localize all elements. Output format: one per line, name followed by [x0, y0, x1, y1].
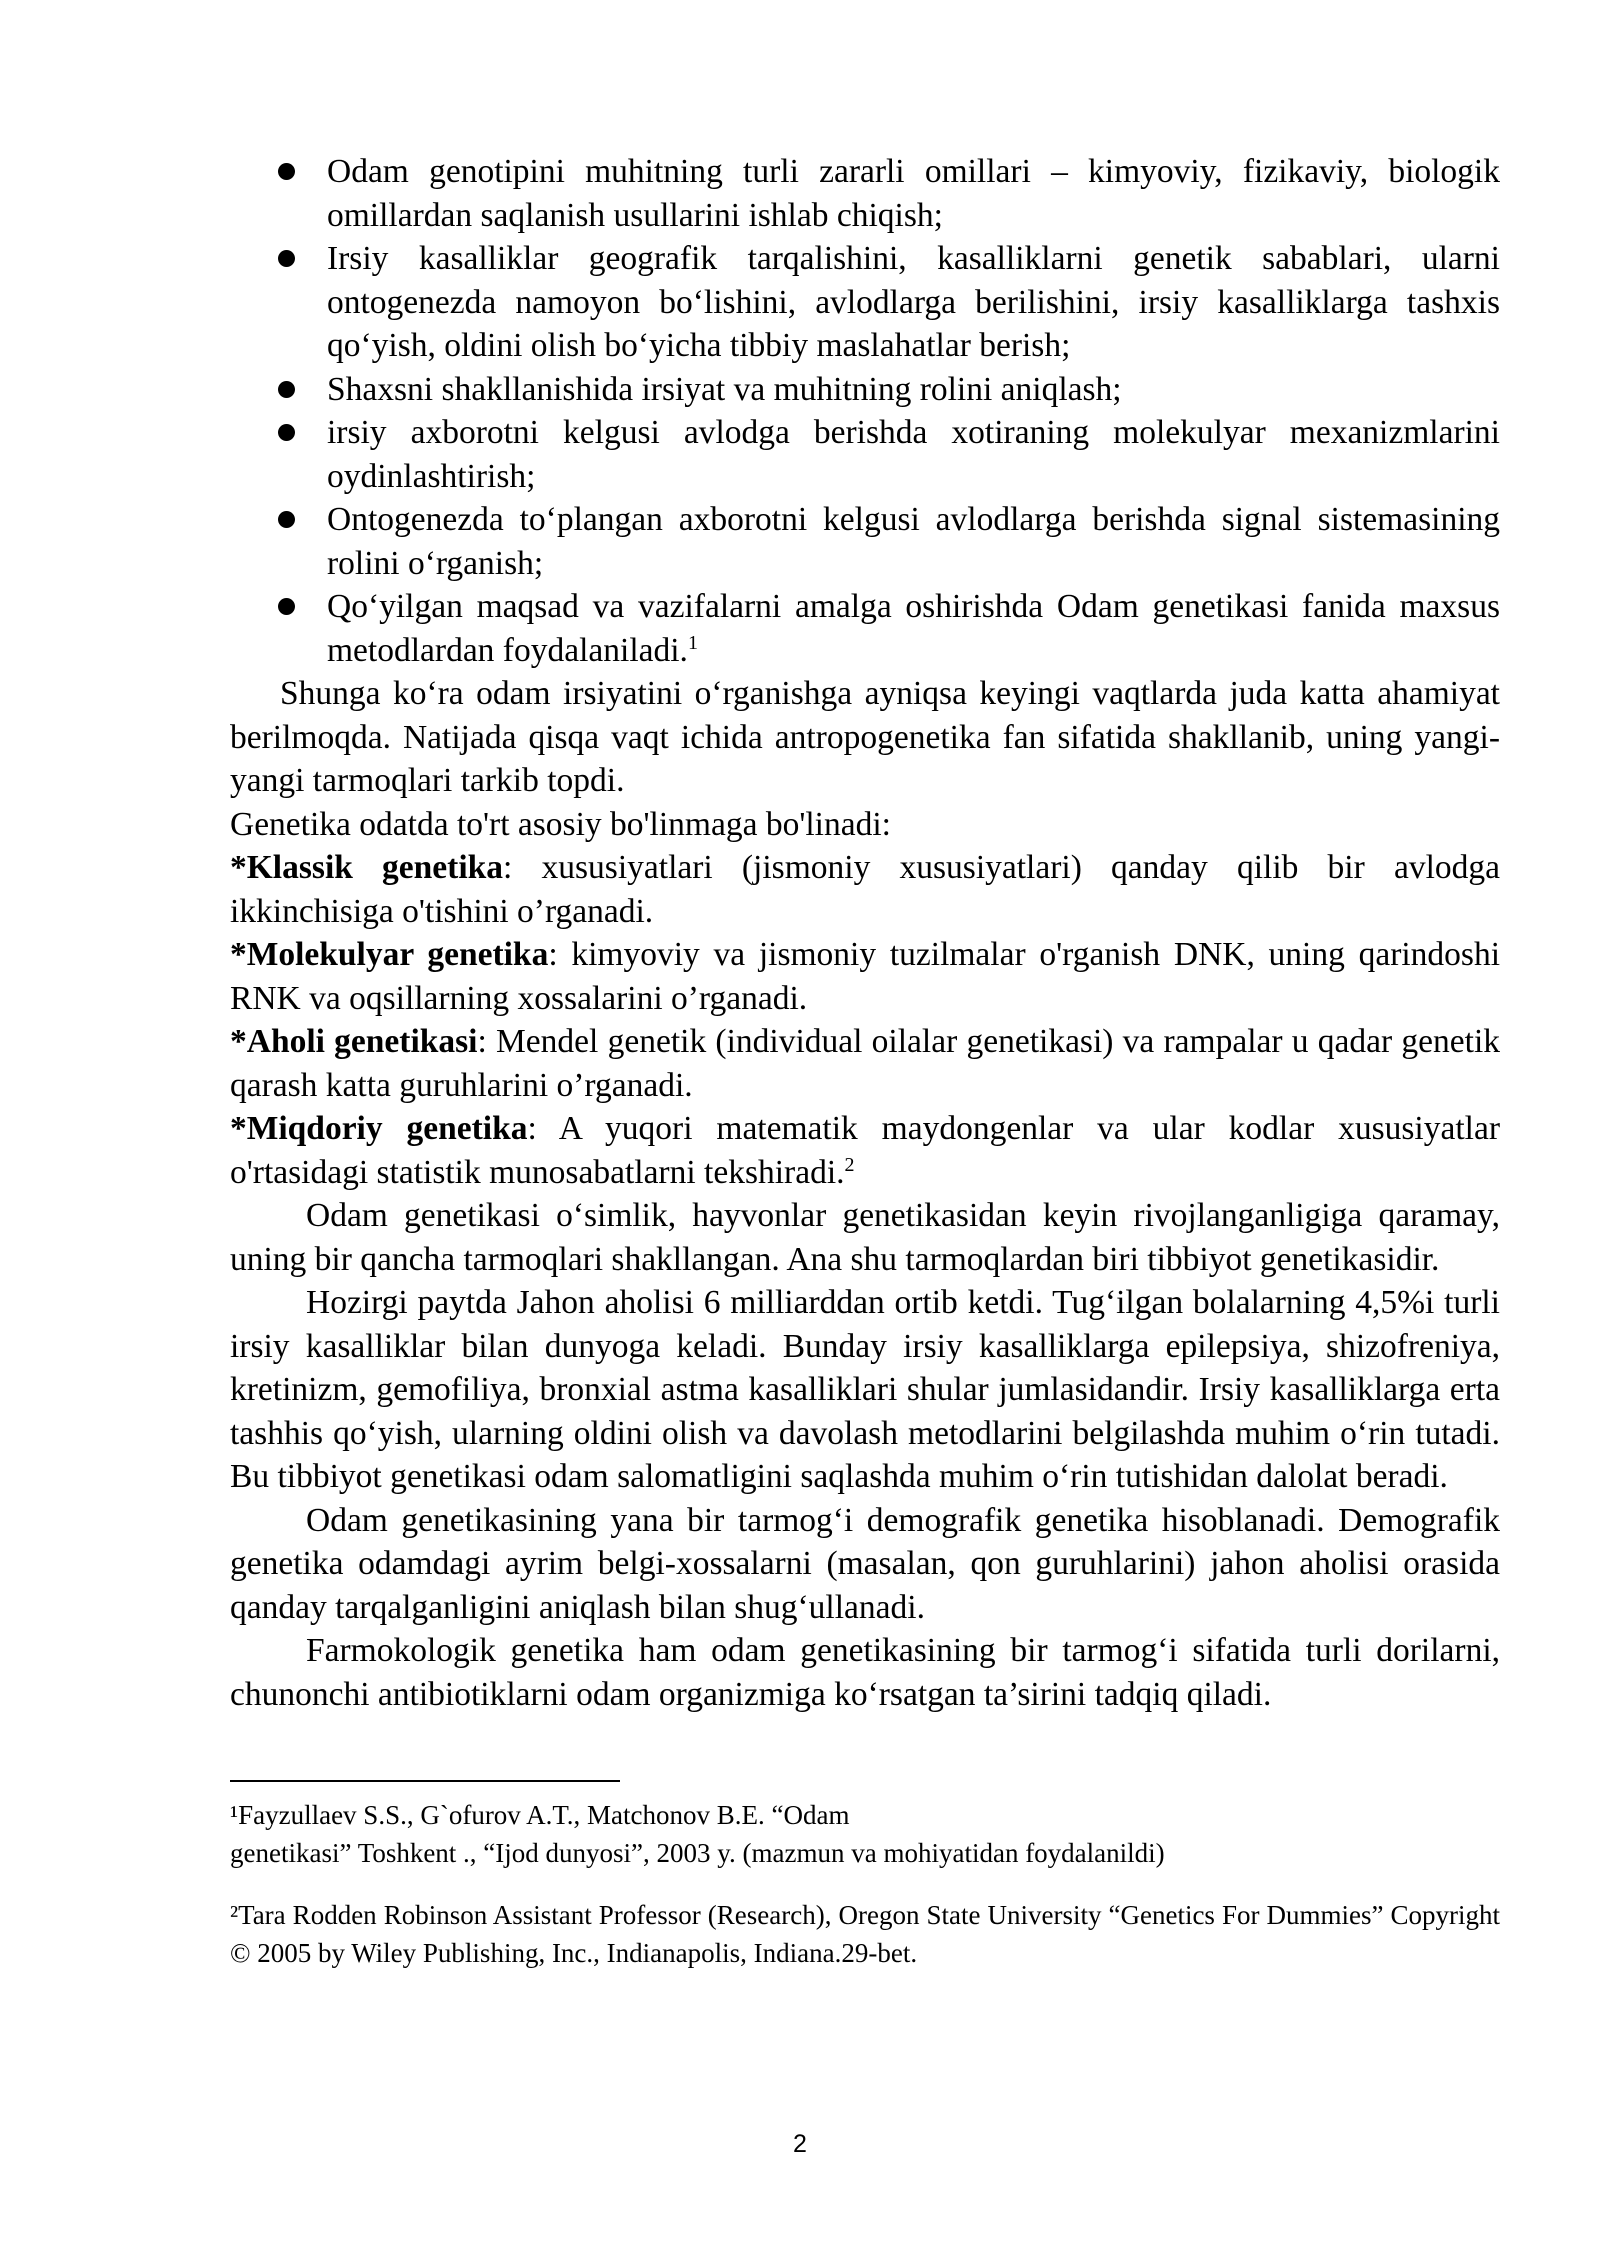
body-paragraph: Odam genetikasining yana bir tarmog‘i demografik genetika hisoblanadi. Demografik genetika odamdagi ayrim belgi-xossalarni (masalan, qon guruhlarini) jahon aholisi orasida qanday tarqalganligini aniqlash bilan shug‘ullanadi. [230, 1501, 1500, 1626]
task-bullet-list [230, 150, 1500, 672]
footnote-1-line-1: ¹Fayzullaev S.S., G`ofurov A.T., Matchonov B.E. “Odam [230, 1800, 850, 1830]
branch-term: *Aholi genetikasi [230, 1023, 478, 1060]
footnote-ref-2[interactable]: 2 [844, 1153, 855, 1176]
document-page [230, 150, 1500, 1972]
footnote-2: ²Tara Rodden Robinson Assistant Professor (Research), Oregon State University “Genetics For Dummies” Copyright © 2005 by Wiley Publishing, Inc., Indianapolis, Indiana.29-bet. [230, 1900, 1500, 1968]
footnote-1-line-2: genetikasi” Toshkent ., “Ijod dunyosi”, 2003 y. (mazmun va mohiyatidan foydalanildi) [230, 1838, 1165, 1868]
page-number: 2 [793, 2130, 807, 2158]
division-paragraph: Genetika odatda to'rt asosiy bo'linmaga bo'linadi: [230, 805, 891, 843]
bullet-item: irsiy axborotni kelgusi avlodga berishda xotiraning molekulyar mexanizmlarini oydinlashtirish; [230, 411, 1500, 498]
footnote-ref-1[interactable]: 1 [687, 631, 698, 654]
branch-term: *Molekulyar genetika [230, 936, 549, 973]
bullet-dot-icon [278, 250, 295, 267]
bullet-item: Qo‘yilgan maqsad va vazifalarni amalga oshirishda Odam genetikasi fanida maxsus metodlardan foydalaniladi.$^1$ [230, 585, 1500, 672]
bullet-item: Shaxsni shakllanishida irsiyat va muhitning rolini aniqlash; [230, 368, 1500, 412]
bullet-dot-icon [278, 598, 295, 615]
bullet-dot-icon [278, 511, 295, 528]
branch-molecular: *Molekulyar genetika: kimyoviy va jismoniy tuzilmalar o'rganish DNK, uning qarindoshi RNK va oqsillarning xossalarini o’rganadi. [230, 936, 1501, 1017]
branch-classic: *Klassik genetika: xususiyatlari (jismoniy xususiyatlari) qanday qilib bir avlodga ikkinchisiga o'tishini o’rganadi. [230, 849, 1500, 930]
body-paragraph: Hozirgi paytda Jahon aholisi 6 milliarddan ortib ketdi. Tug‘ilgan bolalarning 4,5%i turli irsiy kasalliklar bilan dunyoga keladi. Bunday irsiy kasalliklarga epilepsiya, shizofreniya, kretinizm, gemofiliya, bronxial astma kasalliklari shular jumlasidandir. Irsiy kasalliklarga erta tashhis qo‘yish, ularning oldini olish va davolash metodlarini belgilashda muhim o‘rin tutadi. Bu tibbiyot genetikasi odam salomatligini saqlashda muhim o‘rin tutishidan dalolat beradi. [230, 1284, 1500, 1495]
branch-term: *Miqdoriy genetika [230, 1110, 528, 1147]
bullet-dot-icon [278, 381, 295, 398]
footnote-separator [230, 1780, 620, 1782]
intro-paragraph: Shunga ko‘ra odam irsiyatini o‘rganishga ayniqsa keyingi vaqtlarda juda katta ahamiyat berilmoqda. Natijada qisqa vaqt ichida antropogenetika fan sifatida shakllanib, uning yangi-yangi tarmoqlari tarkib topdi. [230, 675, 1500, 799]
branch-quantitative: *Miqdoriy genetika: A yuqori matematik maydongenlar va ular kodlar xususiyatlar o'rtasidagi statistik munosabatlarni tekshiradi.$^2$ [230, 1110, 1500, 1191]
bullet-item: Odam genotipini muhitning turli zararli omillari – kimyoviy, fizikaviy, biologik omillardan saqlanish usullarini ishlab chiqish; [230, 150, 1500, 237]
bullet-dot-icon [278, 163, 295, 180]
body-paragraph: Farmokologik genetika ham odam genetikasining bir tarmog‘i sifatida turli dorilarni, chunonchi antibiotiklarni odam organizmiga ko‘rsatgan ta’sirini tadqiq qiladi. [230, 1632, 1500, 1713]
footnotes [230, 1796, 1500, 1972]
bullet-item: Irsiy kasalliklar geografik tarqalishini, kasalliklarni genetik sabablari, ularni ontogenezda namoyon bo‘lishini, avlodlarga berilishini, irsiy kasalliklarga tashxis qo‘yish, oldini olish bo‘yicha tibbiy maslahatlar berish; [230, 237, 1500, 368]
body-paragraph: Odam genetikasi o‘simlik, hayvonlar genetikasidan keyin rivojlanganligiga qaramay, uning bir qancha tarmoqlari shakllangan. Ana shu tarmoqlardan biri tibbiyot genetikasidir. [230, 1197, 1500, 1278]
bullet-dot-icon [278, 424, 295, 441]
branch-term: *Klassik genetika [230, 849, 504, 886]
branch-population: *Aholi genetikasi: Mendel genetik (individual oilalar genetikasi) va rampalar u qadar genetik qarash katta guruhlarini o’rganadi. [230, 1023, 1500, 1104]
bullet-item: Ontogenezda to‘plangan axborotni kelgusi avlodlarga berishda signal sistemasining rolini o‘rganish; [230, 498, 1500, 585]
